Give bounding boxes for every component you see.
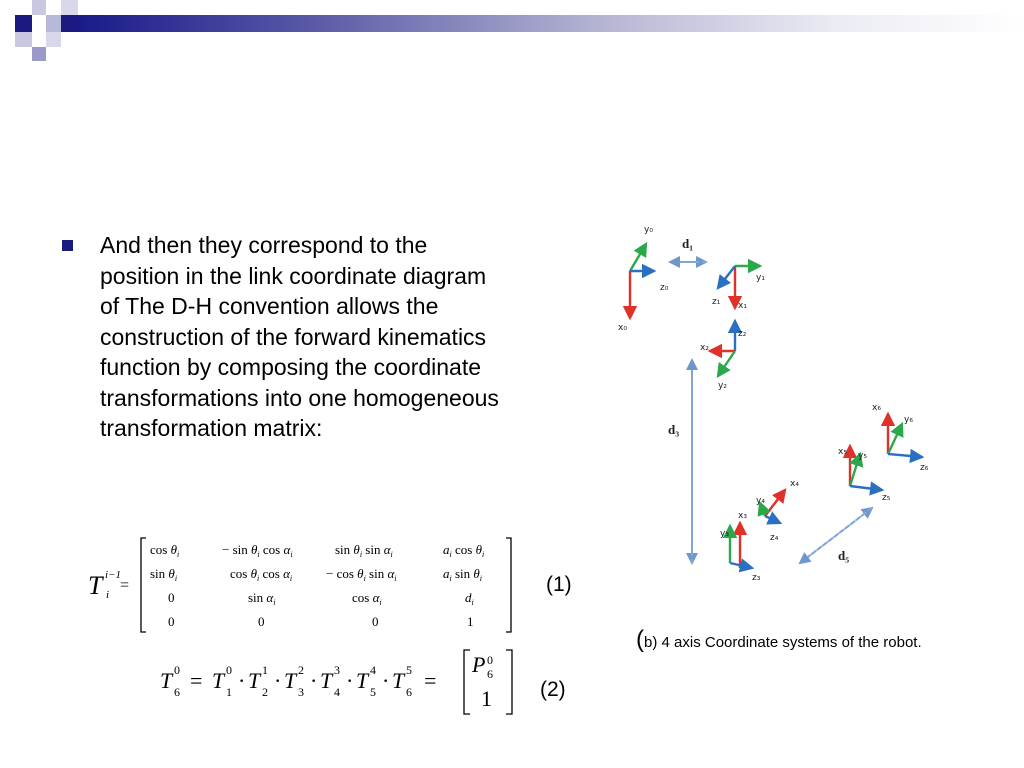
svg-text:cos θi cos αi: $\cos \theta_i$ $\cos \alpha_i$ [230, 566, 293, 583]
svg-text:=: = [424, 668, 437, 693]
deco-square [15, 32, 32, 47]
svg-text:d₁: d₁ [682, 236, 694, 251]
svg-text:y₃: y₃ [720, 529, 729, 539]
deco-square [46, 15, 61, 32]
svg-text:T: T [392, 668, 405, 693]
svg-text:T: T [88, 571, 103, 600]
equation-2-label: (2) [540, 678, 566, 701]
svg-text:x₂: x₂ [700, 343, 709, 353]
svg-text:sin αi: $\sin \alpha_i$ [248, 590, 276, 607]
svg-text:sin θi: $\sin \theta_i$ [150, 566, 178, 583]
deco-square [32, 0, 46, 15]
svg-text:cos αi: $\cos \alpha_i$ [352, 590, 382, 607]
deco-square [32, 47, 46, 61]
bullet-square-icon [62, 240, 73, 251]
svg-text:x₀: x₀ [618, 323, 627, 333]
svg-text:x₁: x₁ [738, 301, 747, 311]
svg-text:5: 5 [370, 685, 376, 699]
svg-text:1: 1 [481, 686, 492, 711]
svg-text:z₀: z₀ [660, 283, 669, 293]
svg-text:z₆: z₆ [920, 463, 929, 473]
svg-text:0: 0 [168, 590, 175, 605]
bullet-text: And then they correspond to the position in the link coordinate diagram of The D-H convention allows the construction of the forward kinematics function by composing the coordinate transformations into one homogeneous transformation matrix: [100, 232, 499, 441]
svg-text:T: T [320, 668, 333, 693]
svg-text:x₃: x₃ [738, 511, 747, 521]
coordinate-systems-diagram [610, 218, 970, 598]
svg-text:·: · [310, 668, 318, 693]
svg-text:y₁: y₁ [756, 273, 765, 283]
svg-text:x₆: x₆ [872, 403, 881, 413]
svg-text:z₂: z₂ [738, 329, 747, 339]
svg-text:z₄: z₄ [770, 533, 779, 543]
svg-text:4: 4 [370, 663, 376, 677]
svg-text:T: T [356, 668, 369, 693]
svg-text:z₅: z₅ [882, 493, 891, 503]
svg-text:3: 3 [298, 685, 304, 699]
deco-square [61, 0, 78, 15]
title-decoration [0, 0, 1024, 64]
svg-text:0: 0 [168, 614, 175, 629]
svg-text:2: 2 [262, 685, 268, 699]
svg-text:0: 0 [174, 663, 180, 677]
svg-text:y₄: y₄ [756, 496, 765, 506]
svg-text:y₅: y₅ [858, 451, 867, 461]
deco-square [15, 15, 32, 32]
svg-text:T: T [284, 668, 297, 693]
svg-text:·: · [274, 668, 282, 693]
svg-text:5: 5 [406, 663, 412, 677]
svg-text:·: · [382, 668, 390, 693]
svg-text:P: P [472, 652, 486, 677]
svg-text:cos θi: $\cos \theta_i$ [150, 542, 180, 559]
caption-text: b) 4 axis Coordinate systems of the robot. [644, 634, 922, 651]
svg-text:y₂: y₂ [718, 381, 727, 391]
svg-text:sin θi sin αi: $\sin \theta_i$ $\sin \alpha_i$ [335, 542, 393, 559]
svg-text:T: T [160, 668, 173, 693]
caption-paren: ( [636, 626, 644, 653]
svg-text:0: 0 [372, 614, 379, 629]
svg-text:6: 6 [406, 685, 412, 699]
svg-text:x₄: x₄ [790, 479, 799, 489]
svg-text:0: 0 [487, 653, 493, 667]
svg-text:y₀: y₀ [644, 225, 653, 235]
forward-kinematics-equation [150, 644, 530, 720]
deco-square [61, 15, 78, 32]
svg-text:T: T [248, 668, 261, 693]
svg-text:ai cos θi: $a_i$ $\cos \theta_i$ [443, 542, 485, 559]
svg-text:ai sin θi: $a_i$ $\sin \theta_i$ [443, 566, 483, 583]
svg-text:d₅: d₅ [838, 548, 850, 563]
svg-text:T: T [212, 668, 225, 693]
svg-text:− sin θi cos αi: − $\sin \theta_i$ $\cos \alpha_i$ [222, 542, 293, 559]
svg-text:4: 4 [334, 685, 340, 699]
svg-text:·: · [238, 668, 246, 693]
svg-text:3: 3 [334, 663, 340, 677]
svg-text:=: = [120, 577, 130, 594]
svg-text:0: 0 [226, 663, 232, 677]
svg-text:z₁: z₁ [712, 297, 721, 307]
svg-text:6: 6 [174, 685, 180, 699]
svg-text:z₃: z₃ [752, 573, 761, 583]
equation-1-label: (1) [546, 573, 572, 596]
svg-text:·: · [346, 668, 354, 693]
diagram-caption [636, 626, 922, 654]
svg-text:1: 1 [226, 685, 232, 699]
svg-text:=: = [190, 668, 203, 693]
svg-text:1: 1 [262, 663, 268, 677]
gradient-bar [78, 15, 1024, 32]
bullet-item [62, 230, 502, 444]
svg-text:y₆: y₆ [904, 415, 913, 425]
svg-text:0: 0 [258, 614, 265, 629]
deco-square [46, 32, 61, 47]
svg-text:d₃: d₃ [668, 422, 680, 437]
svg-text:6: 6 [487, 667, 493, 681]
svg-text:x₅: x₅ [838, 447, 847, 457]
svg-text:2: 2 [298, 663, 304, 677]
svg-text:i−1: i−1 [105, 569, 121, 581]
svg-text:di: $d_i$ [465, 590, 474, 607]
svg-text:− cos θi sin αi: − $\cos \theta_i$ $\sin \alpha_i$ [326, 566, 397, 583]
dh-matrix-equation [80, 532, 520, 636]
svg-text:i: i [106, 589, 110, 601]
svg-text:1: 1 [467, 614, 474, 629]
